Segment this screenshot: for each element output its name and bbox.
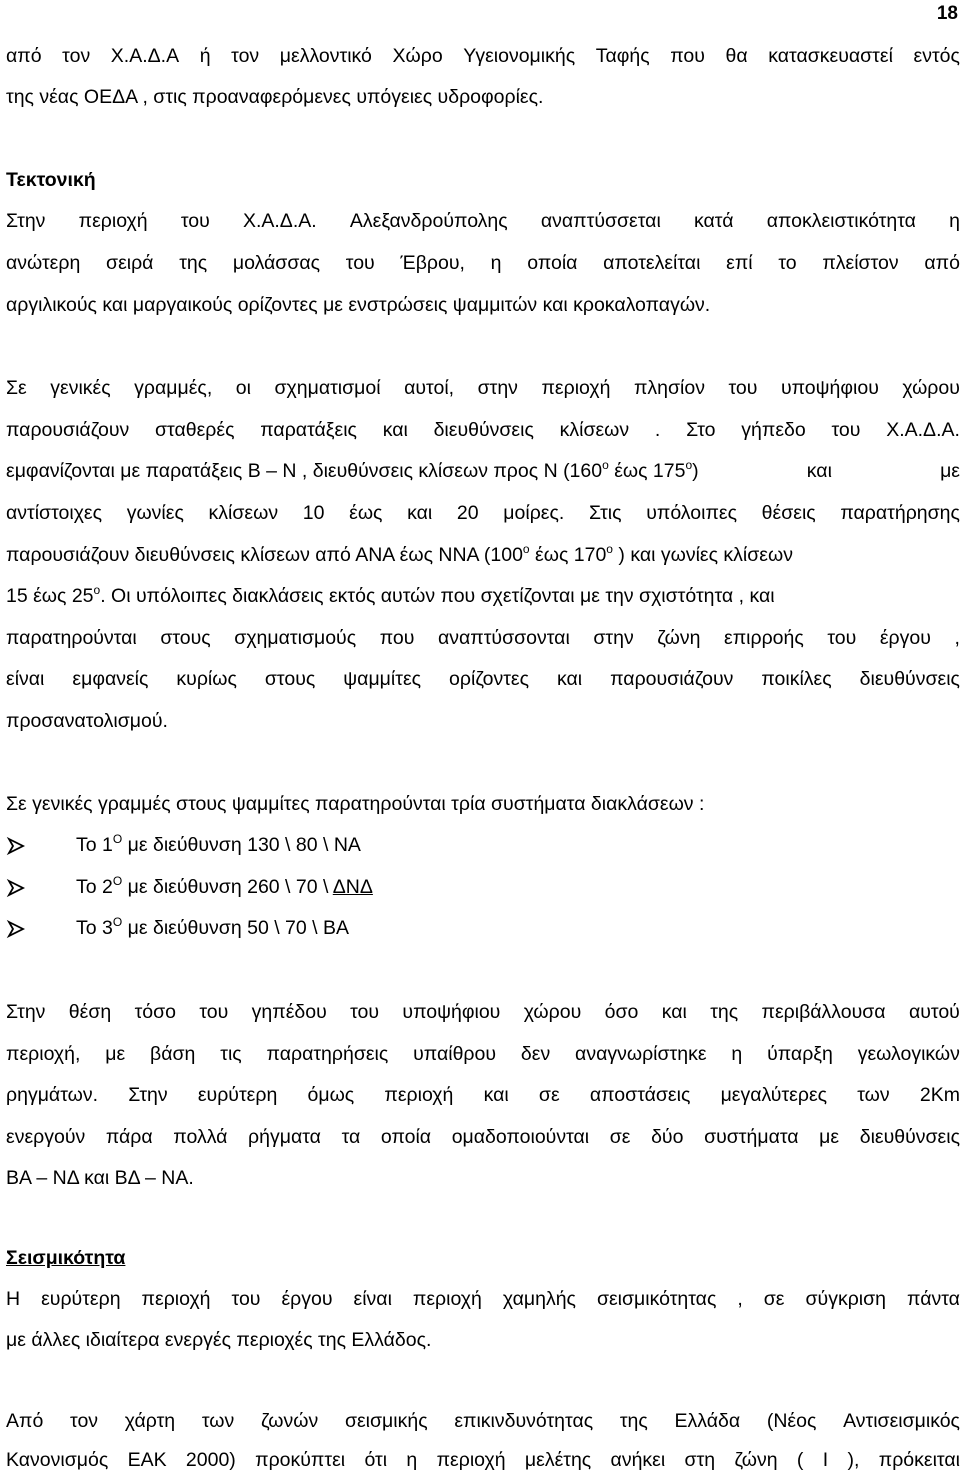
- word: αναπτύσσεται: [540, 210, 661, 232]
- word: μελέτης: [524, 1449, 592, 1471]
- word: μελλοντικό: [279, 45, 372, 67]
- word: το: [778, 252, 797, 274]
- text-line: παρουσιάζουν διευθύνσεις κλίσεων από ΑΝΑ έως ΝΝΑ ($100^o$ έως $170^o$ ) και γωνίες κλίσεων: [6, 542, 793, 566]
- word: σεισμικής: [344, 1410, 428, 1432]
- word: γεωλογικών: [857, 1043, 960, 1065]
- word: Αλεξανδρούπολης: [349, 210, 508, 232]
- word: πολλά: [173, 1126, 228, 1148]
- word: στους: [160, 627, 211, 649]
- word: πρόκειται: [878, 1449, 960, 1471]
- word: υποψήφιου: [402, 1001, 501, 1023]
- word: και: [661, 1001, 687, 1023]
- word: ευρύτερη: [197, 1084, 278, 1106]
- word: παρατηρήσεις: [266, 1043, 389, 1065]
- word: 2000): [185, 1449, 236, 1471]
- page-number: 18: [936, 3, 958, 24]
- word: παρατηρούνται: [6, 627, 137, 649]
- word: Σε: [6, 377, 27, 399]
- list-item: Το $1^O$ με διεύθυνση 130 \ 80 \ ΝΑ: [76, 832, 361, 856]
- degree-mark: ο: [93, 583, 101, 597]
- word: σε: [609, 1126, 631, 1148]
- word: τα: [341, 1126, 361, 1148]
- text-line: [6, 1003, 960, 1023]
- word: ,: [737, 1288, 743, 1310]
- word: Υγειονομικής: [463, 45, 576, 67]
- word: έργου: [879, 627, 931, 649]
- word: σχηματισμούς: [234, 627, 357, 649]
- ordinal-mark: Ο: [112, 832, 123, 846]
- word: σεισμικότητας: [596, 1288, 717, 1310]
- word: γραμμές,: [134, 377, 213, 399]
- word: θέση: [68, 1001, 112, 1023]
- degree-mark: ο: [606, 542, 613, 556]
- word: Χ.Α.Δ.Α.: [242, 210, 317, 232]
- word: διευθύνσεις: [859, 668, 960, 690]
- word: όμως: [307, 1084, 355, 1106]
- word: οι: [235, 377, 251, 399]
- word: .: [654, 419, 661, 441]
- word: περιοχή,: [6, 1043, 81, 1065]
- list-item: Το $2^O$ με διεύθυνση 260 \ 70 \ ΔΝΔ: [76, 874, 373, 898]
- word: αποκλειστικότητα: [766, 210, 916, 232]
- word: τις: [220, 1043, 242, 1065]
- word: ζωνών: [260, 1410, 319, 1432]
- word: δεν: [520, 1043, 551, 1065]
- word: ζώνη: [657, 627, 701, 649]
- word: Αντισεισμικός: [843, 1410, 960, 1432]
- word: ποικίλες: [761, 668, 832, 690]
- word: η: [949, 210, 960, 232]
- underlined-text: ΔΝΔ: [332, 876, 373, 898]
- word: ανώτερη: [6, 252, 81, 274]
- text-segment: εμφανίζονται με παρατάξεις Β – Ν , διευθύνσεις κλίσεων προς Ν ($160^o$ έως $175^o$): [6, 458, 699, 482]
- word: Στο: [686, 419, 716, 441]
- word: και: [483, 1084, 509, 1106]
- word: Χ.Α.Δ.Α: [110, 45, 180, 67]
- word: Στην: [128, 1084, 168, 1106]
- word: παρατάξεις: [260, 419, 357, 441]
- word: πάρα: [105, 1126, 153, 1148]
- word: γωνίες: [126, 502, 184, 524]
- word: αναπτύσσονται: [437, 627, 570, 649]
- word: στην: [593, 627, 634, 649]
- text-line: [6, 379, 960, 399]
- word: πλησίον: [633, 377, 705, 399]
- word: αυτοί,: [404, 377, 455, 399]
- word: περιοχή: [141, 1288, 211, 1310]
- list-item: Το $3^O$ με διεύθυνση 50 \ 70 \ ΒΑ: [76, 915, 349, 939]
- word: κατά: [693, 210, 734, 232]
- word: ομαδοποιούνται: [451, 1126, 590, 1148]
- text-line: της νέας ΟΕΔΑ , στις προαναφερόμενες υπόγειες υδροφορίες.: [6, 86, 544, 108]
- word: γήπεδο: [741, 419, 806, 441]
- text-line: [6, 47, 960, 67]
- word: ότι: [364, 1449, 388, 1471]
- word: του: [827, 627, 857, 649]
- word: η: [406, 1449, 418, 1471]
- word: του: [180, 210, 210, 232]
- word: επιρροής: [724, 627, 804, 649]
- text-line: προσανατολισμού.: [6, 710, 168, 732]
- word: Ι: [822, 1449, 829, 1471]
- word: εμφανείς: [72, 668, 149, 690]
- word: η: [490, 252, 502, 274]
- word: αποτελείται: [603, 252, 701, 274]
- word: του: [345, 252, 375, 274]
- word: σύγκριση: [805, 1288, 887, 1310]
- word: όσο: [604, 1001, 639, 1023]
- degree-mark: ο: [685, 458, 693, 472]
- word: τον: [62, 45, 91, 67]
- word: έργου: [281, 1288, 333, 1310]
- word: της: [619, 1410, 648, 1432]
- text-line: [6, 254, 960, 274]
- word: σειρά: [106, 252, 154, 274]
- word: περιοχή: [541, 377, 611, 399]
- word: θα: [725, 45, 748, 67]
- word: αποστάσεις: [589, 1084, 691, 1106]
- word: Κανονισμός: [6, 1449, 109, 1471]
- text-line: αργιλικούς και μαργαικούς ορίζοντες με ενστρώσεις ψαμμιτών και κροκαλοπαγών.: [6, 294, 711, 316]
- word: 20: [456, 502, 479, 524]
- text-line: [6, 670, 960, 690]
- word: διευθύνσεις: [433, 419, 534, 441]
- word: κυρίως: [176, 668, 237, 690]
- word: κλίσεων: [559, 419, 630, 441]
- word: πάντα: [907, 1288, 960, 1310]
- word: ανήκει: [610, 1449, 666, 1471]
- word: κατασκευαστεί: [768, 45, 893, 67]
- word: έως: [349, 502, 383, 524]
- word: του: [728, 377, 758, 399]
- word: ή: [199, 45, 211, 67]
- arrow-bullet-icon: [6, 836, 26, 856]
- word: περιοχή: [436, 1449, 506, 1471]
- word: αναγνωρίστηκε: [575, 1043, 707, 1065]
- word: μεγαλύτερες: [720, 1084, 828, 1106]
- word: των: [857, 1084, 890, 1106]
- word: Ελλάδα: [674, 1410, 741, 1432]
- word: περιοχή: [412, 1288, 482, 1310]
- word: Χ.Α.Δ.Α.: [886, 419, 960, 441]
- degree-mark: ο: [522, 542, 530, 556]
- word: 2Km: [919, 1084, 960, 1106]
- arrow-bullet-icon: [6, 878, 26, 898]
- word: που: [670, 45, 705, 67]
- word: περιοχή: [78, 210, 148, 232]
- word: δύο: [651, 1126, 684, 1148]
- text-line: [6, 1086, 960, 1106]
- text-line: Σε γενικές γραμμές στους ψαμμίτες παρατηρούνται τρία συστήματα διακλάσεων :: [6, 793, 705, 815]
- word: βάση: [150, 1043, 196, 1065]
- word: του: [831, 419, 861, 441]
- word: ζώνη: [734, 1449, 778, 1471]
- word: οποία: [527, 252, 578, 274]
- word: τον: [231, 45, 260, 67]
- word: των: [201, 1410, 235, 1432]
- word: Ταφής: [595, 45, 650, 67]
- word: στη: [684, 1449, 716, 1471]
- word: επί: [726, 252, 753, 274]
- ordinal-mark: Ο: [112, 915, 123, 929]
- word: σχηματισμοί: [274, 377, 381, 399]
- word: περιβάλλουσα: [761, 1001, 886, 1023]
- word: Από: [6, 1410, 44, 1432]
- text-line: ΒΑ – ΝΔ και ΒΔ – ΝΑ.: [6, 1167, 194, 1189]
- word: σε: [763, 1288, 785, 1310]
- word: παρουσιάζουν: [610, 668, 734, 690]
- text-line: [6, 212, 960, 232]
- text-line: [6, 421, 960, 441]
- text-line: [6, 629, 960, 649]
- word: σε: [538, 1084, 560, 1106]
- word: στην: [477, 377, 518, 399]
- word: τον: [70, 1410, 99, 1432]
- word: μοίρες.: [503, 502, 565, 524]
- word: από: [924, 252, 960, 274]
- text-line: [6, 504, 960, 524]
- word: υποψήφιου: [780, 377, 879, 399]
- word: πλείστον: [822, 252, 899, 274]
- word: του: [231, 1288, 261, 1310]
- word: επικινδυνότητας: [454, 1410, 594, 1432]
- word: ,: [954, 627, 960, 649]
- word: παρατήρησης: [840, 502, 960, 524]
- text-line: [6, 1412, 960, 1432]
- text-line: [6, 1290, 960, 1310]
- word: (Νέος: [766, 1410, 817, 1432]
- word: υπόλοιπες: [646, 502, 737, 524]
- word: και: [382, 419, 408, 441]
- word: από: [6, 45, 42, 67]
- word: Στην: [6, 210, 46, 232]
- word: παρουσιάζουν: [6, 419, 130, 441]
- word: του: [199, 1001, 229, 1023]
- word: χώρου: [902, 377, 960, 399]
- section-heading-seismicity: Σεισμικότητα: [6, 1247, 126, 1269]
- word: διευθύνσεις: [859, 1126, 960, 1148]
- text-line: [6, 1128, 960, 1148]
- word: συστήματα: [704, 1126, 799, 1148]
- word: μολάσσας: [232, 252, 321, 274]
- word: που: [379, 627, 415, 649]
- word: χαμηλής: [502, 1288, 576, 1310]
- word: χώρου: [523, 1001, 582, 1023]
- word: ΕΑΚ: [127, 1449, 167, 1471]
- word: περιοχή: [384, 1084, 454, 1106]
- word: στους: [264, 668, 316, 690]
- word: είναι: [353, 1288, 392, 1310]
- word: ύπαρξη: [767, 1043, 833, 1065]
- degree-mark: ο: [602, 458, 609, 472]
- word: της: [179, 252, 208, 274]
- word: τόσο: [134, 1001, 176, 1023]
- word: και: [557, 668, 583, 690]
- word: εντός: [913, 45, 960, 67]
- word: ),: [847, 1449, 860, 1471]
- text-line: 15 έως $25^o$. Οι υπόλοιπες διακλάσεις εκτός αυτών που σχετίζονται με την σχιστότητα , και: [6, 583, 775, 607]
- word: με: [940, 460, 960, 482]
- word: (: [796, 1449, 804, 1471]
- word: θέσεις: [761, 502, 816, 524]
- word: και: [407, 502, 433, 524]
- word: με: [105, 1043, 126, 1065]
- word: υπαίθρου: [413, 1043, 497, 1065]
- word: του: [350, 1001, 380, 1023]
- word: αντίστοιχες: [6, 502, 103, 524]
- word: χάρτη: [124, 1410, 176, 1432]
- word: και: [806, 460, 832, 482]
- word: γενικές: [50, 377, 111, 399]
- arrow-bullet-icon: [6, 919, 26, 939]
- text-line: [6, 458, 960, 482]
- word: ρήγματα: [248, 1126, 321, 1148]
- word: Έβρου,: [400, 252, 465, 274]
- word: 10: [302, 502, 325, 524]
- text-line: [6, 1451, 960, 1471]
- word: ορίζοντες: [449, 668, 529, 690]
- section-heading-tectonic: Τεκτονική: [6, 169, 96, 191]
- text-line: [6, 1045, 960, 1065]
- word: ευρύτερη: [41, 1288, 121, 1310]
- word: με: [819, 1126, 840, 1148]
- word: Χώρο: [392, 45, 443, 67]
- word: η: [731, 1043, 743, 1065]
- text-line: με άλλες ιδιαίτερα ενεργές περιοχές της Ελλάδος.: [6, 1329, 432, 1351]
- word: Στις: [588, 502, 622, 524]
- word: Η: [6, 1288, 21, 1310]
- word: Στην: [6, 1001, 46, 1023]
- word: σταθερές: [155, 419, 235, 441]
- word: οποία: [380, 1126, 432, 1148]
- word: αυτού: [908, 1001, 960, 1023]
- word: ρηγμάτων.: [6, 1084, 99, 1106]
- word: προκύπτει: [255, 1449, 346, 1471]
- word: κλίσεων: [208, 502, 279, 524]
- word: γηπέδου: [251, 1001, 327, 1023]
- word: είναι: [6, 668, 45, 690]
- ordinal-mark: Ο: [112, 874, 123, 888]
- word: της: [710, 1001, 739, 1023]
- word: ενεργούν: [6, 1126, 86, 1148]
- word: ψαμμίτες: [343, 668, 422, 690]
